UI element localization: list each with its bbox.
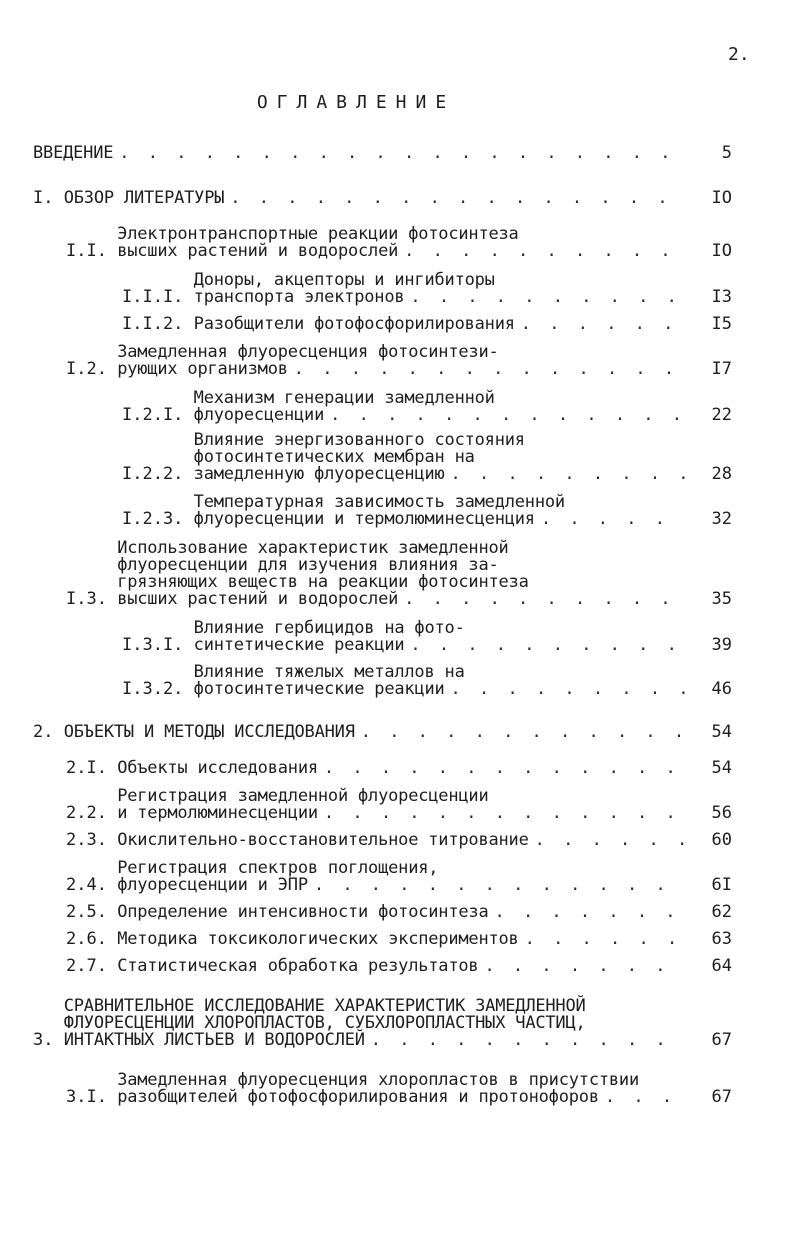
toc-entry-text: СРАВНИТЕЛЬНОЕ ИССЛЕДОВАНИЕ ХАРАКТЕРИСТИК ЗАМЕДЛЕННОЙ (63, 996, 586, 1016)
toc-title: ОГЛАВЛЕНИЕ (256, 92, 456, 113)
toc-page-number: 62 (711, 902, 732, 922)
toc-page-number: 39 (711, 635, 732, 655)
toc-entry (66, 760, 732, 777)
toc-entry (122, 390, 732, 424)
toc-page-number: 54 (711, 722, 732, 742)
toc-entry-text: разобщителей фотофосфорилирования и протонофоров (117, 1087, 599, 1107)
dot-leader (404, 637, 686, 654)
dot-leader (488, 904, 686, 921)
toc-entry-number: 2.6. (66, 929, 118, 949)
toc-page-number: 67 (711, 1087, 732, 1107)
toc-entry-text: Электронтранспортные реакции фотосинтеза (117, 224, 519, 244)
toc-page-number: IO (711, 188, 732, 208)
toc-entry-text: флуоресценции для изучения влияния за- (117, 555, 499, 575)
toc-page-number: 35 (711, 589, 732, 609)
toc-entry-text: Доноры, акцепторы и ингибиторы (193, 270, 495, 290)
dot-leader (224, 190, 686, 207)
toc-page-number: 22 (711, 405, 732, 425)
dot-leader (365, 1032, 686, 1049)
toc-entry (122, 316, 732, 333)
toc-page-number: I3 (711, 287, 732, 307)
toc-entry-text: Влияние энергизованного состояния (193, 430, 525, 450)
toc-entry (66, 958, 732, 975)
dot-leader (308, 877, 686, 894)
toc-entry (33, 998, 732, 1049)
toc-entry-text: Определение интенсивности фотосинтеза (117, 902, 489, 922)
toc-entry-text: грязняющих веществ на реакции фотосинтеза (117, 572, 529, 592)
toc-entry (66, 226, 732, 260)
toc-entry-number: I.2.3. (122, 509, 194, 529)
toc-entry (66, 788, 732, 822)
toc-page-number: I5 (711, 314, 732, 334)
toc-entry-number: 2.5. (66, 902, 118, 922)
toc-page-number: 56 (711, 803, 732, 823)
toc-entry-number: I.I. (66, 241, 118, 261)
toc-entry-text: Замедленная флуоресценция фотосинтези- (117, 342, 499, 362)
toc-entry-text: ОБЪЕКТЫ И МЕТОДЫ ИССЛЕДОВАНИЯ (63, 722, 355, 742)
toc-entry (66, 904, 732, 921)
toc-entry-number: I.I.I. (122, 287, 194, 307)
dot-leader (404, 289, 686, 306)
toc-entry-text: Объекты исследования (117, 758, 318, 778)
toc-entry-text: ОБЗОР ЛИТЕРАТУРЫ (63, 188, 225, 208)
toc-entry-number: 3.I. (66, 1087, 118, 1107)
toc-entry-number: 2. (33, 722, 64, 742)
toc-page-number: 28 (711, 464, 732, 484)
toc-page-number: 46 (711, 679, 732, 699)
toc-entry-text: замедленную флуоресценцию (193, 464, 445, 484)
toc-entry-number: I.3. (66, 589, 118, 609)
toc-entry-text: флуоресценции (193, 405, 325, 425)
toc-page-number: 5 (721, 143, 732, 163)
toc-entry-text: ВВЕДЕНИЕ (33, 143, 114, 163)
toc-entry-text: Влияние тяжелых металлов на (193, 662, 465, 682)
toc-entry-number: 2.I. (66, 758, 118, 778)
toc-entry (66, 931, 732, 948)
toc-entry-number: 3. (33, 1030, 64, 1050)
toc-entry-text: высших растений и водорослей (117, 589, 399, 609)
dot-leader (515, 316, 686, 333)
toc-entry (122, 272, 732, 306)
toc-entry (122, 432, 732, 483)
page-number: 2. (728, 44, 750, 65)
toc-entry-text: фотосинтетических мембран на (193, 447, 475, 467)
toc-entry-number: 2.7. (66, 956, 118, 976)
toc-entry-text: Разобщители фотофосфорилирования (193, 314, 515, 334)
toc-entry-text: транспорта электронов (193, 287, 405, 307)
dot-leader (535, 511, 686, 528)
toc-entry-text: высших растений и водорослей (117, 241, 399, 261)
dot-leader (398, 243, 686, 260)
toc-entry-text: и термолюминесценции (117, 803, 318, 823)
toc-entry-text: флуоресценции и ЭПР (117, 875, 308, 895)
toc-entry-text: Использование характеристик замедленной (117, 538, 509, 558)
dot-leader (519, 931, 686, 948)
toc-entry-text: фотосинтетические реакции (193, 679, 445, 699)
toc-entry-number: I. (33, 188, 64, 208)
toc-entry (66, 832, 732, 849)
toc-entry-text: рующих организмов (117, 359, 288, 379)
toc-entry-text: Влияние гербицидов на фото- (193, 618, 465, 638)
toc-entry-text: синтетические реакции (193, 635, 405, 655)
toc-entry-number: 2.4. (66, 875, 118, 895)
toc-entry (33, 190, 732, 207)
toc-entry (66, 860, 732, 894)
toc-entry (66, 1072, 732, 1106)
toc-entry-text: ФЛУОРЕСЦЕНЦИИ ХЛОРОПЛАСТОВ, СУБХЛОРОПЛАСТНЫХ ЧАСТИЦ, (63, 1013, 586, 1033)
dot-leader (599, 1089, 686, 1106)
toc-entry-number: 2.3. (66, 830, 118, 850)
dot-leader (288, 361, 686, 378)
toc-entry (122, 620, 732, 654)
dot-leader (445, 466, 686, 483)
toc-page-number: IO (711, 241, 732, 261)
dot-leader (324, 407, 686, 424)
dot-leader (113, 145, 686, 162)
toc-entry-text: Регистрация спектров поглощения, (117, 858, 439, 878)
toc-entry-text: Окислительно-восстановительное титрование (117, 830, 529, 850)
toc-entry-text: Регистрация замедленной флуоресценции (117, 786, 489, 806)
toc-entry-number: I.3.I. (122, 635, 194, 655)
toc-entry-number: I.2. (66, 359, 118, 379)
toc-page-number: 6I (711, 875, 732, 895)
dot-leader (318, 805, 686, 822)
toc-entry (122, 494, 732, 528)
toc-entry (33, 145, 732, 162)
toc-entry-number: I.2.I. (122, 405, 194, 425)
dot-leader (529, 832, 686, 849)
toc-entry-text: Методика токсикологических экспериментов (117, 929, 519, 949)
toc-entry-text: Статистическая обработка результатов (117, 956, 479, 976)
toc-page-number: 54 (711, 758, 732, 778)
toc-page-number: 60 (711, 830, 732, 850)
toc-entry-text: Температурная зависимость замедленной (193, 492, 565, 512)
toc-entry-number: I.3.2. (122, 679, 194, 699)
toc-entry-number: I.I.2. (122, 314, 194, 334)
dot-leader (355, 724, 686, 741)
toc-entry (33, 724, 732, 741)
toc-entry-number: 2.2. (66, 803, 118, 823)
toc-entry-text: ИНТАКТНЫХ ЛИСТЬЕВ И ВОДОРОСЛЕЙ (63, 1030, 365, 1050)
dot-leader (478, 958, 686, 975)
toc-entry (122, 664, 732, 698)
toc-page-number: I7 (711, 359, 732, 379)
toc-entry-text: флуоресценции и термолюминесценция (193, 509, 535, 529)
toc-page-number: 63 (711, 929, 732, 949)
toc-page-number: 67 (711, 1030, 732, 1050)
toc-entry (66, 344, 732, 378)
dot-leader (445, 681, 686, 698)
toc-page-number: 64 (711, 956, 732, 976)
toc-page-number: 32 (711, 509, 732, 529)
toc-entry-text: Замедленная флуоресценция хлоропластов в присутствии (117, 1070, 640, 1090)
dot-leader (318, 760, 686, 777)
dot-leader (398, 591, 686, 608)
toc-entry (66, 540, 732, 608)
toc-entry-text: Механизм генерации замедленной (193, 388, 495, 408)
toc-entry-number: I.2.2. (122, 464, 194, 484)
